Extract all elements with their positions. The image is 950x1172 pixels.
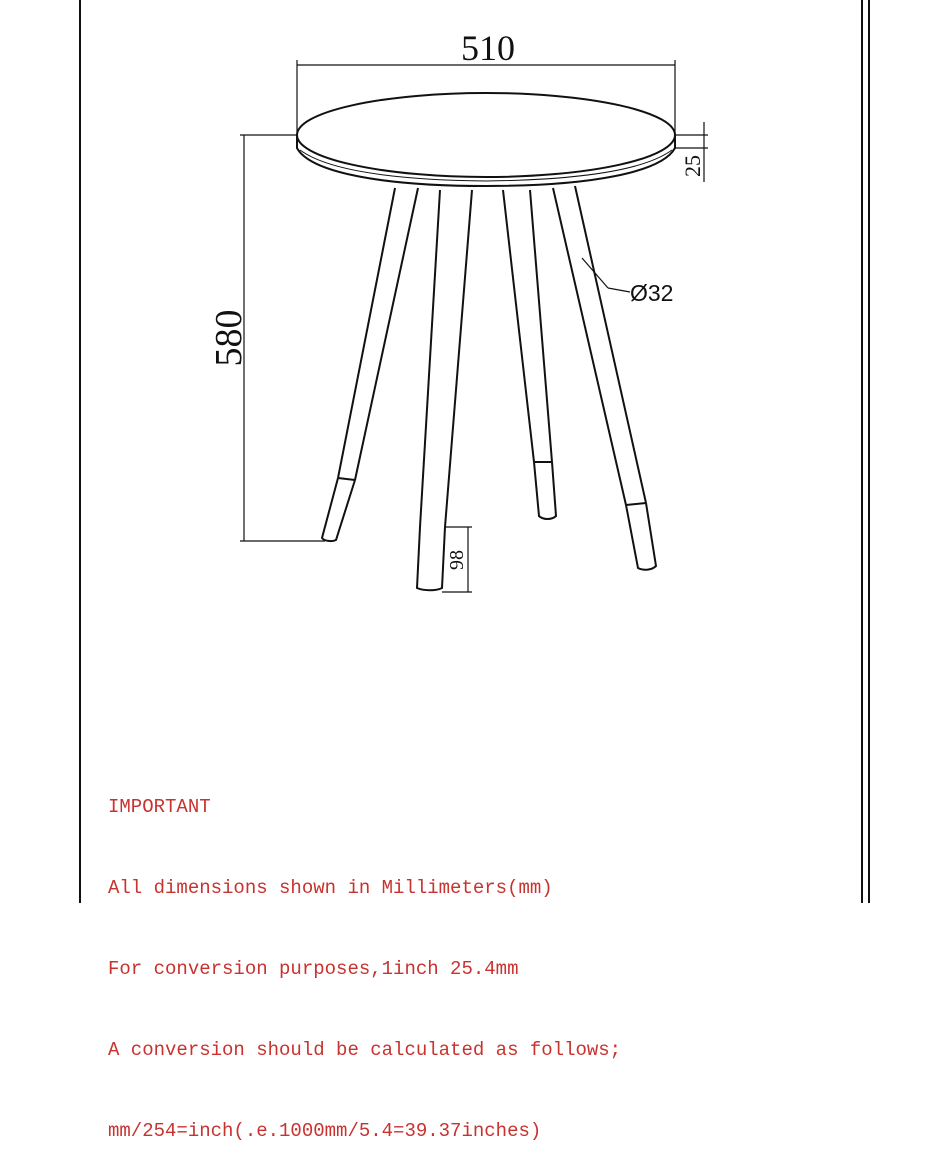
leg-diameter-callout	[582, 258, 630, 292]
dimension-top-diameter	[297, 60, 675, 135]
notes-line-3: A conversion should be calculated as follows;	[108, 1039, 622, 1061]
notes-line-4: mm/254=inch(.e.1000mm/5.4=39.37inches)	[108, 1120, 542, 1142]
notes-line-2: For conversion purposes,1inch 25.4mm	[108, 958, 519, 980]
top-diameter-label: 510	[461, 28, 515, 68]
top-thickness-label: 25	[680, 155, 705, 177]
notes-heading: IMPORTANT	[108, 796, 211, 818]
table-top	[297, 93, 675, 186]
total-height-label: 580	[208, 309, 250, 367]
notes-line-1: All dimensions shown in Millimeters(mm)	[108, 877, 553, 899]
dimension-total-height	[240, 135, 325, 541]
conversion-notes	[108, 740, 621, 1172]
foot-cap-label: 98	[446, 550, 468, 570]
leg-diameter-label: Ø32	[630, 280, 674, 306]
table-legs	[322, 186, 656, 590]
